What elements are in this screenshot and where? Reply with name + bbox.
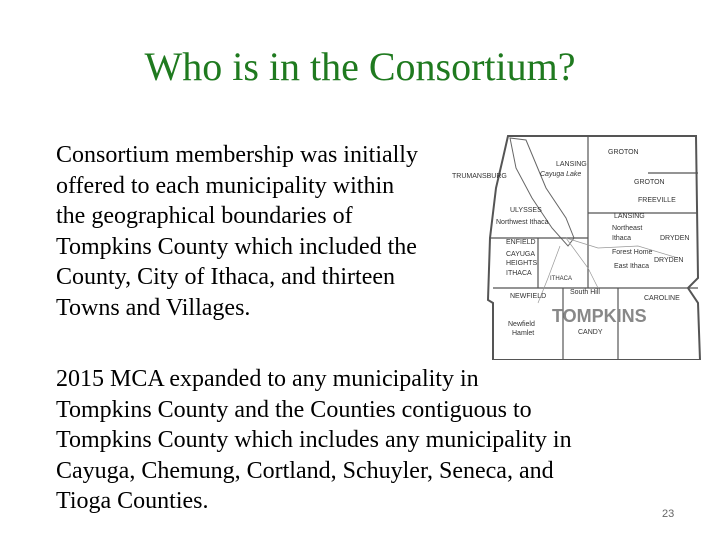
- map-label: Forest Home: [612, 249, 653, 256]
- slide-title: Who is in the Consortium?: [144, 44, 576, 89]
- map-label: HEIGHTS: [506, 260, 538, 267]
- text-line: Tioga Counties.: [56, 488, 209, 514]
- text-line: Consortium membership was initially: [56, 142, 418, 168]
- map-label: LANSING: [614, 213, 645, 220]
- tompkins-county-map: [448, 128, 706, 360]
- text-line: Cayuga, Chemung, Cortland, Schuyler, Seneca, and: [56, 457, 554, 484]
- text-line: Towns and Villages.: [56, 294, 251, 321]
- map-label: ENFIELD: [506, 239, 536, 246]
- lake-label: Cayuga Lake: [540, 171, 582, 178]
- map-label: LANSING: [556, 161, 587, 168]
- map-label: South Hill: [570, 289, 600, 296]
- map-label: ITHACA: [506, 270, 532, 277]
- map-label: Hamlet: [512, 330, 535, 337]
- map-label: FREEVILLE: [638, 197, 676, 204]
- text-line: Tompkins County and the Counties contiguous to: [56, 396, 532, 423]
- map-label: Newfield: [508, 321, 535, 328]
- text-line: 2015 MCA expanded to any municipality in: [56, 366, 479, 392]
- map-label: CANDY: [578, 329, 603, 336]
- map-label: CAYUGA: [506, 251, 536, 258]
- map-label: Northeast: [612, 225, 643, 232]
- map-label: DRYDEN: [660, 235, 690, 242]
- map-label: Ithaca: [612, 235, 632, 242]
- map-label: ITHACA: [550, 276, 573, 282]
- map-label: GROTON: [608, 149, 639, 156]
- map-label: GROTON: [634, 179, 665, 186]
- map-label: NEWFIELD: [510, 293, 547, 300]
- text-line: Tompkins County which included the: [56, 233, 417, 260]
- text-line: Tompkins County which includes any municipality in: [56, 427, 572, 453]
- map-label: East Ithaca: [614, 263, 650, 270]
- map-label: Northwest Ithaca: [496, 219, 549, 226]
- slide-number: 23: [662, 508, 675, 520]
- county-label: TOMPKINS: [552, 306, 647, 326]
- map-label: TRUMANSBURG: [452, 173, 507, 180]
- membership-paragraph: [56, 140, 496, 323]
- text-line: the geographical boundaries of: [56, 203, 353, 229]
- text-line: County, City of Ithaca, and thirteen: [56, 264, 396, 290]
- map-label: CAROLINE: [644, 295, 680, 302]
- text-line: offered to each municipality within: [56, 172, 395, 199]
- expansion-paragraph: [56, 364, 676, 517]
- map-label: DRYDEN: [654, 257, 684, 264]
- map-label: ULYSSES: [510, 207, 542, 214]
